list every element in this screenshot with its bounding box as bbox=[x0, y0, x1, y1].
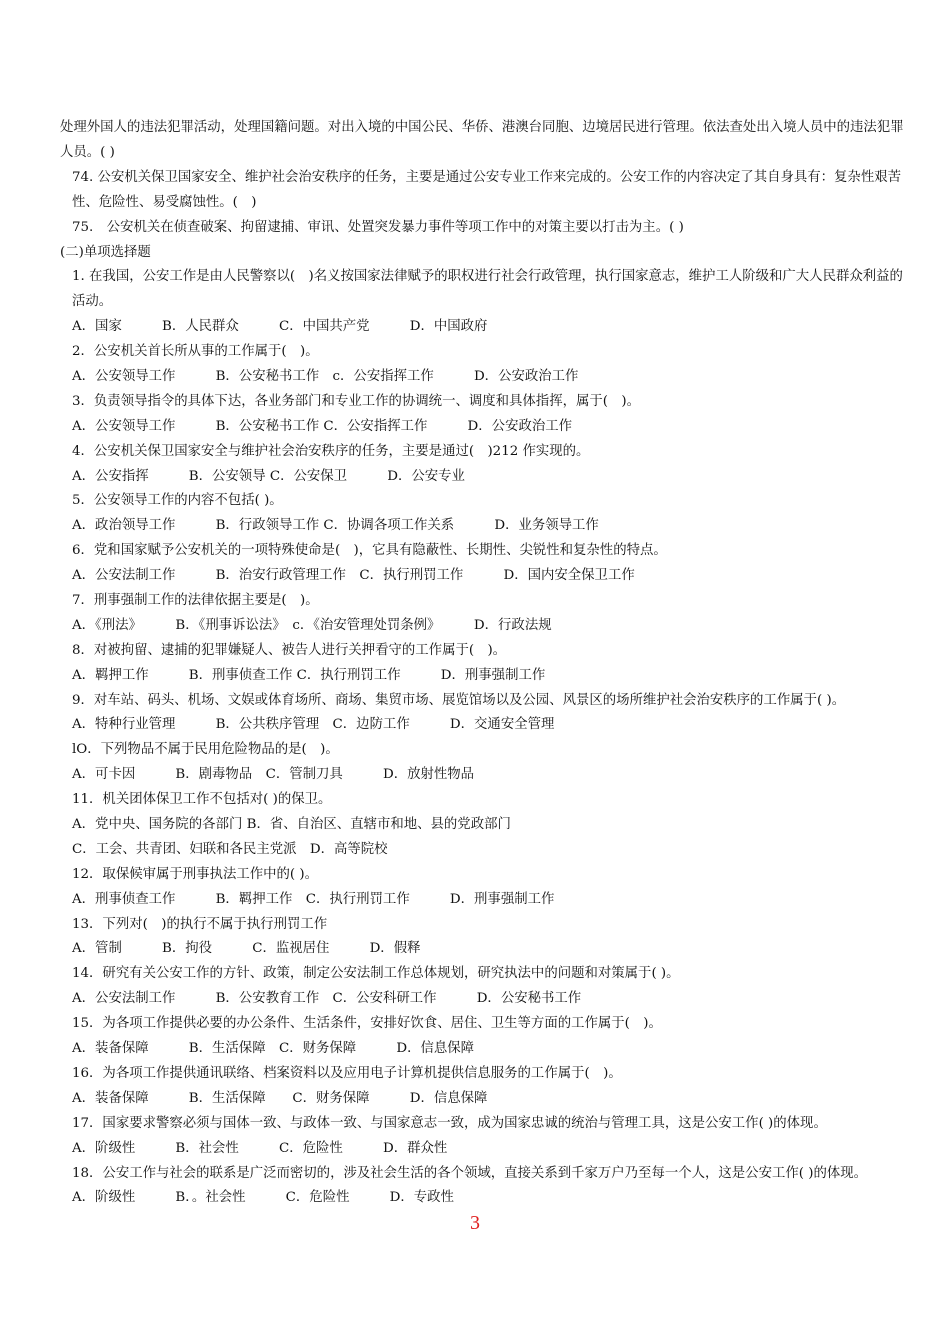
text-line: 9．对车站、码头、机场、文娱或体育场所、商场、集贸市场、展览馆场以及公园、风景区的场所维护社会治安秩序的工作属于( )。 bbox=[72, 692, 846, 708]
document-body bbox=[60, 116, 910, 1211]
text-line: A．公安指挥 B．公安领导 C．公安保卫 D．公安专业 bbox=[72, 468, 465, 484]
text-line: 17．国家要求警察必须与国体一致、与政体一致、与国家意志一致，成为国家忠诚的统治与管理工具，这是公安工作( )的体现。 bbox=[72, 1115, 827, 1131]
text-line: 4．公安机关保卫国家安全与维护社会治安秩序的任务，主要是通过( )212 作实现的。 bbox=[72, 443, 590, 459]
text-line: A．党中央、国务院的各部门 B．省、自治区、直辖市和地、县的党政部门 bbox=[72, 817, 511, 833]
page-number: 3 bbox=[470, 1212, 480, 1234]
text-line: A．公安法制工作 B．治安行政管理工作 C．执行刑罚工作 D．国内安全保卫工作 bbox=[72, 568, 635, 584]
text-line: 15．为各项工作提供必要的办公条件、生活条件，安排好饮食、居住、卫生等方面的工作属于( )。 bbox=[72, 1016, 662, 1032]
text-line: 13．下列对( )的执行不属于执行刑罚工作 bbox=[72, 916, 328, 932]
text-line: 2．公安机关首长所从事的工作属于( )。 bbox=[72, 344, 319, 360]
text-line: 12．取保候审属于刑事执法工作中的( )。 bbox=[72, 866, 318, 882]
text-line: lO．下列物品不属于民用危险物品的是( )。 bbox=[72, 742, 339, 758]
text-line: 3．负责领导指令的具体下达，各业务部门和专业工作的协调统一、调度和具体指挥，属于( )。 bbox=[72, 393, 640, 409]
text-line: A．可卡因 B．剧毒物品 C．管制刀具 D．放射性物品 bbox=[72, 767, 475, 783]
text-line: 6．党和国家赋予公安机关的一项特殊使命是( )，它具有隐蔽性、长期性、尖锐性和复杂性的特点。 bbox=[72, 543, 667, 559]
text-line: 处理外国人的违法犯罪活动，处理国籍问题。对出入境的中国公民、华侨、港澳台同胞、边境居民进行管理。依法查处出入境人员中的违法犯罪人员。( ) bbox=[60, 120, 904, 160]
text-line: 16．为各项工作提供通讯联络、档案资料以及应用电子计算机提供信息服务的工作属于( )。 bbox=[72, 1065, 622, 1081]
text-line: A．装备保障 B．生活保障 C．财务保障 D．信息保障 bbox=[72, 1090, 488, 1106]
text-line: A．特种行业管理 B．公共秩序管理 C．边防工作 D．交通安全管理 bbox=[72, 717, 555, 733]
text-line: 11．机关团体保卫工作不包括对( )的保卫。 bbox=[72, 792, 332, 808]
text-line: C．工会、共青团、妇联和各民主党派 D．高等院校 bbox=[72, 841, 388, 857]
text-line: A．装备保障 B．生活保障 C．财务保障 D．信息保障 bbox=[72, 1041, 475, 1057]
text-line: A．公安领导工作 B．公安秘书工作 c．公安指挥工作 D．公安政治工作 bbox=[72, 369, 579, 384]
text-line: A．公安法制工作 B．公安教育工作 C．公安科研工作 D．公安秘书工作 bbox=[72, 991, 582, 1007]
text-line: A．羁押工作 B．刑事侦查工作 C．执行刑罚工作 D．刑事强制工作 bbox=[72, 667, 546, 683]
text-line: A．管制 B．拘役 C．监视居住 D．假释 bbox=[72, 941, 421, 957]
text-line: A．《刑法》 B．《刑事诉讼法》 c．《治安管理处罚条例》 D．行政法规 bbox=[72, 617, 552, 633]
text-line: 5．公安领导工作的内容不包括( )。 bbox=[72, 493, 283, 509]
text-line: 8．对被拘留、逮捕的犯罪嫌疑人、被告人进行关押看守的工作属于( )。 bbox=[72, 642, 507, 658]
text-line: A．公安领导工作 B．公安秘书工作 C．公安指挥工作 D．公安政治工作 bbox=[72, 418, 573, 434]
text-line: 18．公安工作与社会的联系是广泛而密切的，涉及社会生活的各个领域，直接关系到千家万户乃至每一个人，这是公安工作( )的体现。 bbox=[72, 1165, 868, 1181]
text-line: A．阶级性 B．。社会性 C．危险性 D．专政性 bbox=[72, 1190, 454, 1206]
text-line: A．阶级性 B．社会性 C．危险性 D．群众性 bbox=[72, 1140, 448, 1156]
text-line: 74. 公安机关保卫国家安全、维护社会治安秩序的任务，主要是通过公安专业工作来完成的。公安工作的内容决定了其自身具有：复杂性艰苦性、危险性、易受腐蚀性。( ) bbox=[72, 169, 901, 210]
text-line: A．政治领导工作 B．行政领导工作 C．协调各项工作关系 D．业务领导工作 bbox=[72, 518, 599, 534]
text-line: A．刑事侦查工作 B．羁押工作 C．执行刑罚工作 D．刑事强制工作 bbox=[72, 891, 555, 907]
text-line: 75. 公安机关在侦查破案、拘留逮捕、审讯、处置突发暴力事件等项工作中的对策主要以打击为主。( ) bbox=[72, 219, 684, 235]
text-line: A．国家 B．人民群众 C．中国共产党 D．中国政府 bbox=[72, 319, 488, 335]
text-line: 7．刑事强制工作的法律依据主要是( )。 bbox=[72, 593, 319, 609]
text-line: (二)单项选择题 bbox=[60, 244, 151, 260]
text-line: 14．研究有关公安工作的方针、政策，制定公安法制工作总体规划，研究执法中的问题和对策属于( )。 bbox=[72, 966, 680, 982]
text-line: 1. 在我国，公安工作是由人民警察以( )名义按国家法律赋予的职权进行社会行政管理，执行国家意志，维护工人阶级和广大人民群众利益的活动。 bbox=[72, 269, 903, 310]
